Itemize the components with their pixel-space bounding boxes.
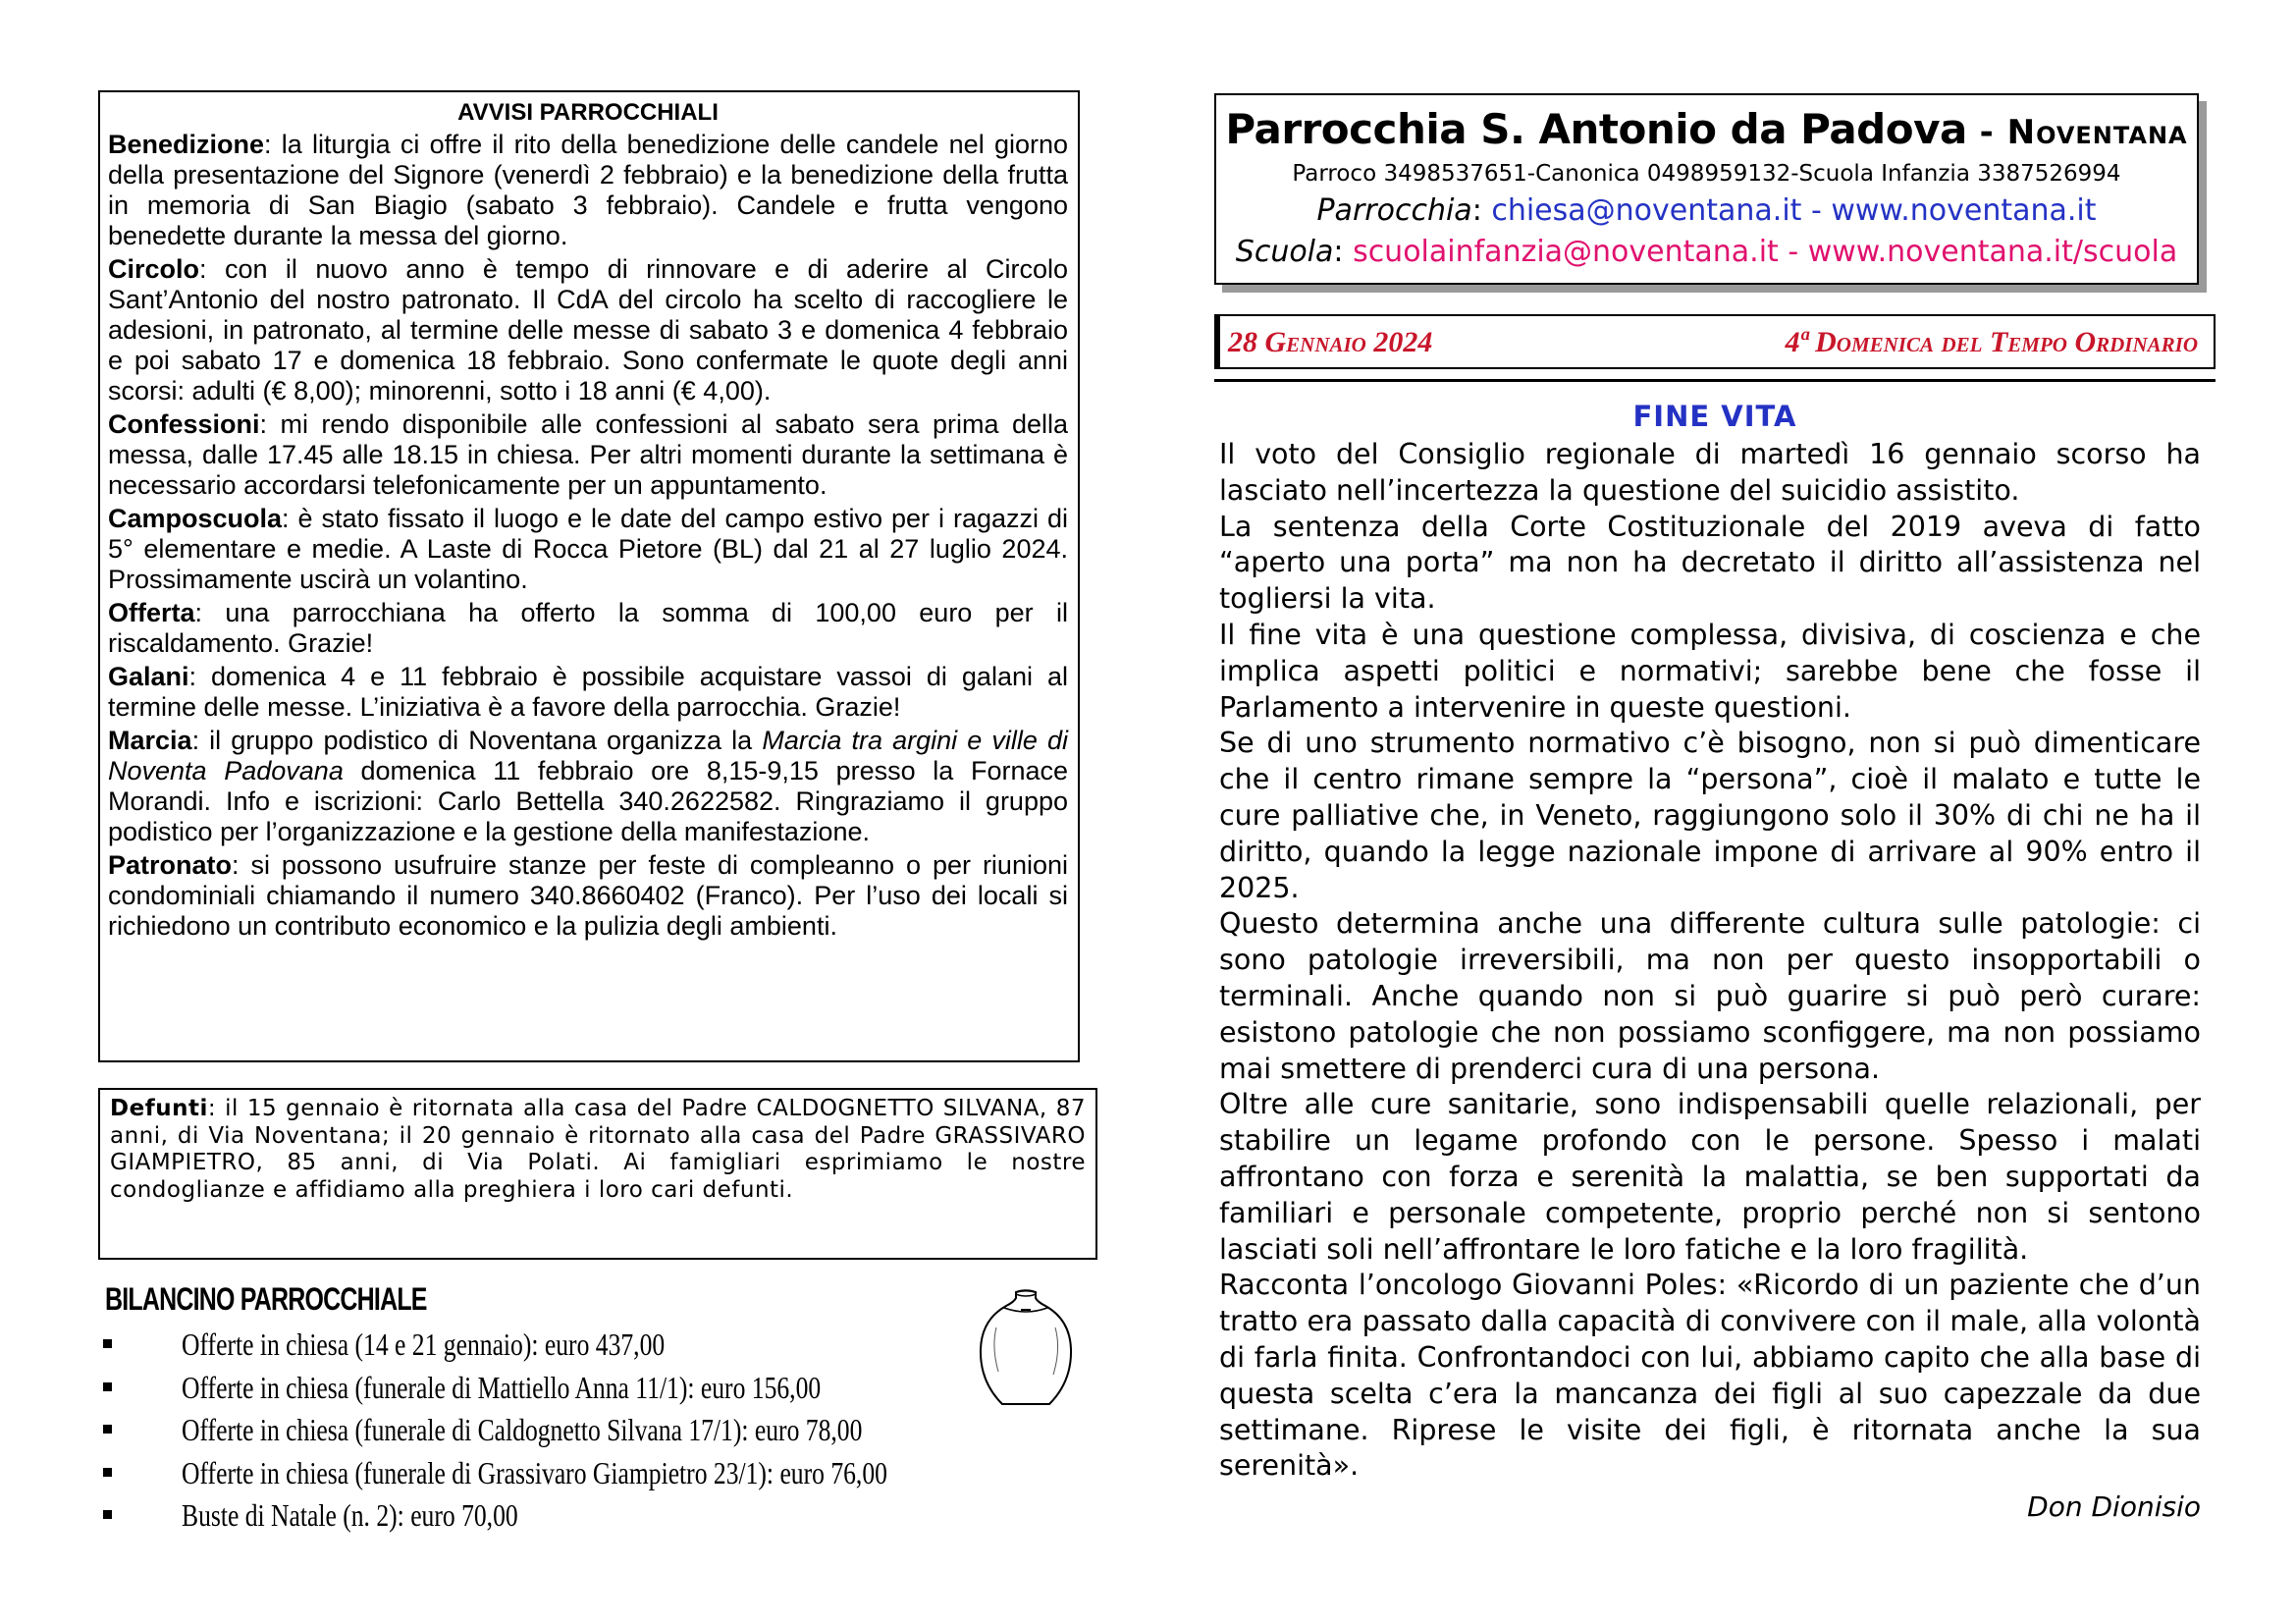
scuola-links: Scuola: scuolainfanzia@noventana.it - www.noventana.it/scuola [1235, 235, 2178, 269]
avvisi-title: AVVISI PARROCCHIALI [457, 99, 719, 126]
bullet-icon [103, 1425, 112, 1434]
bullet-icon [103, 1339, 112, 1348]
bullet-icon [103, 1468, 112, 1477]
bilancino-title: BILANCINO PARROCCHIALE [105, 1281, 427, 1317]
bilancino-item: Offerte in chiesa (14 e 21 gennaio): euro 437,00 [103, 1324, 1045, 1367]
article-signature: Don Dionisio [2027, 1490, 2201, 1523]
parish-name: Parrocchia S. Antonio da Padova - Noventana [1225, 105, 2188, 153]
article-paragraph: Racconta l’oncologo Giovanni Poles: «Ricordo di un paziente che d’un tratto era passato dalla capacità di convivere con il male, alla volontà di farla finita. Confrontandoci con lui, abbiamo capito che alla base di questa scelta c’era la mancanza dei figli al suo capezzale da due settimane. Riprese le visite dei figli, è ritornata anche la sua serenità». [1219, 1269, 2201, 1483]
avviso-galani: Galani: domenica 4 e 11 febbraio è possibile acquistare vassoi di galani al termine delle messe. L’iniziativa è a favore della parrocchia. Grazie! [108, 662, 1068, 722]
bilancino-item: Offerte in chiesa (funerale di Grassivaro Giampietro 23/1): euro 76,00 [103, 1452, 1045, 1495]
date-bar [1214, 314, 2216, 369]
avviso-offerta: Offerta: una parrocchiana ha offerto la somma di 100,00 euro per il riscaldamento. Grazie! [108, 598, 1068, 658]
divider [1214, 379, 2216, 382]
bilancino-item: Offerte in chiesa (funerale di Caldognetto Silvana 17/1): euro 78,00 [103, 1409, 1045, 1452]
article-title: FINE VITA [1632, 400, 1797, 433]
phone-contacts: Parroco 3498537651-Canonica 0498959132-Scuola Infanzia 3387526994 [1292, 161, 2121, 187]
avviso-benedizione: Benedizione: la liturgia ci offre il rito della benedizione delle candele nel giorno della presentazione del Signore (venerdì 2 febbraio) e la benedizione della frutta in memoria di San Biagio (sabato 3 febbraio). Candele e frutta vengono benedette durante la messa del giorno. [108, 130, 1068, 250]
money-jar-icon [977, 1288, 1075, 1411]
defunti-box [98, 1088, 1097, 1260]
avviso-circolo: Circolo: con il nuovo anno è tempo di rinnovare e di aderire al Circolo Sant’Antonio del nostro patronato. Il CdA del circolo ha scelto di raccogliere le adesioni, in patronato, al termine delle messe di sabato 3 e domenica 4 febbraio e poi sabato 17 e domenica 18 febbraio. Sono confermate le quote degli anni scorsi: adulti (€ 8,00); minorenni, sotto i 18 anni (€ 4,00). [108, 254, 1068, 406]
bullet-icon [103, 1382, 112, 1391]
avvisi-parrocchiali-box [98, 90, 1080, 1062]
article-paragraph: Il voto del Consiglio regionale di martedì 16 gennaio scorso ha lasciato nell’incertezza la questione del suicidio assistito. [1219, 438, 2201, 507]
defunti-label: Defunti [110, 1096, 208, 1121]
parrocchia-email-link[interactable]: chiesa@noventana.it [1491, 193, 1802, 228]
bilancino-list [103, 1324, 1045, 1538]
avviso-confessioni: Confessioni: mi rendo disponibile alle confessioni al sabato sera prima della messa, dalle 17.45 alle 18.15 in chiesa. Per altri momenti durante la settimana è necessario accordarsi telefonicamente per un appuntamento. [108, 409, 1068, 500]
article-paragraph: Oltre alle cure sanitarie, sono indispensabili quelle relazionali, per stabilire un legame profondo con le persone. Spesso i malati affrontano con forza e serenità la malattia, se ben supportati da familiari e personale competente, proprio perché non si sentono lasciati soli nell’affrontare le loro fatiche e la loro fragilità. [1219, 1088, 2201, 1266]
liturgical-sunday: 4ª Domenica del Tempo Ordinario [1785, 326, 2198, 358]
article-paragraph: Il fine vita è una questione complessa, divisiva, di coscienza e che implica aspetti politici e normativi; sarebbe bene che fosse il Parlamento a intervenire in queste questioni. [1219, 618, 2201, 724]
parish-town: Noventana [2006, 113, 2188, 152]
article-paragraph: Questo determina anche una differente cultura sulle patologie: ci sono patologie irreversibili, ma non per questo insopportabili o terminali. Anche quando non si può guarire si può però curare: esistono patologie che non possiamo sconfiggere, ma non possiamo mai smettere di prenderci cura di una persona. [1219, 907, 2201, 1085]
bilancino-item: Offerte in chiesa (funerale di Mattiello Anna 11/1): euro 156,00 [103, 1367, 1045, 1410]
avviso-patronato: Patronato: si possono usufruire stanze per feste di compleanno o per riunioni condominiali chiamando il numero 340.8660402 (Franco). Per l’uso dei locali si richiedono un contributo economico e la pulizia degli ambienti. [108, 850, 1068, 941]
article-body [1219, 437, 2201, 1485]
avviso-marcia: Marcia: il gruppo podistico di Noventana organizza la Marcia tra argini e ville di Noventa Padovana domenica 11 febbraio ore 8,15-9,15 presso la Fornace Morandi. Info e iscrizioni: Carlo Bettella 340.2622582. Ringraziamo il gruppo podistico per l’organizzazione e la gestione della manifestazione. [108, 726, 1069, 846]
parish-header [1214, 93, 2199, 285]
defunti-text: : il 15 gennaio è ritornata alla casa del Padre CALDOGNETTO SILVANA, 87 anni, di Via Noventana; il 20 gennaio è ritornato alla casa del Padre GRASSIVARO GIAMPIETRO, 85 anni, di Via Polati. Ai famigliari esprimiamo le nostre condoglianze e affidiamo alla preghiera i loro cari defunti. [110, 1096, 1086, 1203]
bulletin-date: 28 Gennaio 2024 [1228, 326, 1433, 358]
article-paragraph: La sentenza della Corte Costituzionale del 2019 aveva di fatto “aperto una porta” ma non ha decretato il diritto all’assistenza nel togliersi la vita. [1219, 510, 2201, 616]
bilancino-item: Buste di Natale (n. 2): euro 70,00 [103, 1494, 1045, 1538]
scuola-site-link[interactable]: www.noventana.it/scuola [1807, 235, 2178, 269]
parrocchia-links: Parrocchia: chiesa@noventana.it - www.noventana.it [1316, 193, 2097, 228]
parrocchia-site-link[interactable]: www.noventana.it [1831, 193, 2097, 228]
bullet-icon [103, 1510, 112, 1519]
article-paragraph: Se di uno strumento normativo c’è bisogno, non si può dimenticare che il centro rimane sempre la “persona”, cioè il malato e tutte le cure palliative che, in Veneto, raggiungono solo il 30% di chi ne ha il diritto, quando la legge nazionale impone di arrivare al 90% entro il 2025. [1219, 727, 2201, 904]
scuola-email-link[interactable]: scuolainfanzia@noventana.it [1353, 235, 1779, 269]
avviso-camposcuola: Camposcuola: è stato fissato il luogo e le date del campo estivo per i ragazzi di 5° elementare e medie. A Laste di Rocca Pietore (BL) dal 21 al 27 luglio 2024. Prossimamente uscirà un volantino. [108, 504, 1068, 594]
